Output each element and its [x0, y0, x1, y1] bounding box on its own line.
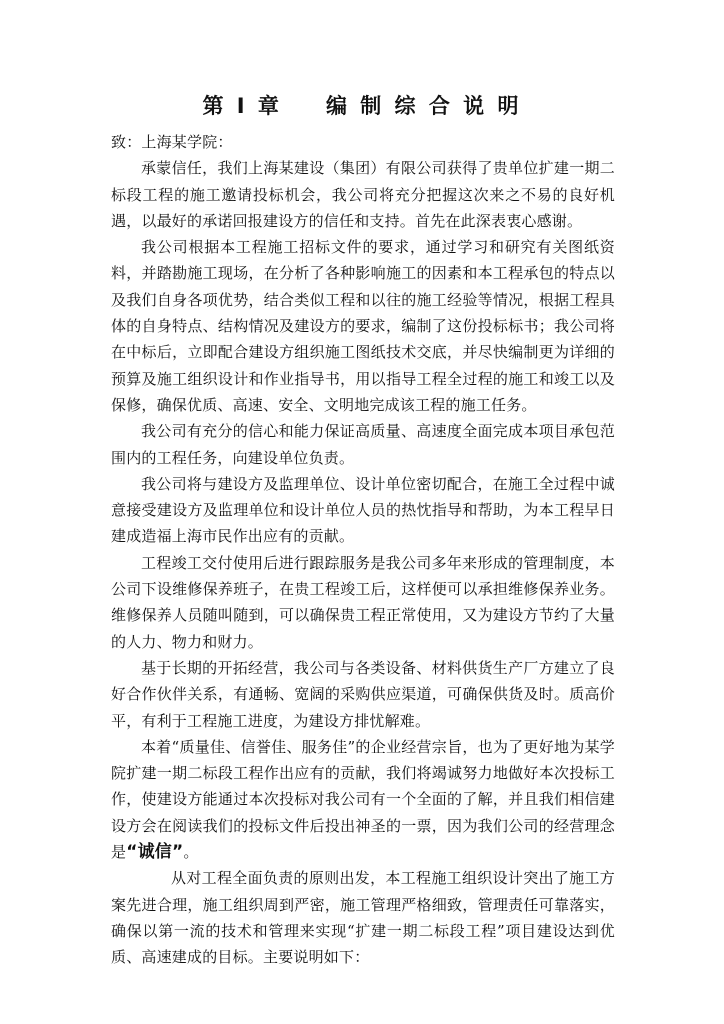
chapter-heading: 编 制 综 合 说 明	[325, 94, 522, 118]
paragraph-7-end: 。	[183, 843, 199, 862]
paragraph-3: 我公司有充分的信心和能力保证高质量、高速度全面完成本项目承包范围内的工程任务，向建设单位负责。	[111, 422, 615, 467]
chapter-title	[0, 90, 724, 120]
chapter-number: 第 I 章	[202, 94, 282, 118]
salutation: 致：上海某学院：	[111, 133, 233, 151]
paragraph-8: 从对工程全面负责的原则出发，本工程施工组织设计突出了施工方案先进合理，施工组织周到严密，施工管理严格细致，管理责任可靠落实，确保以第一流的技术和管理来实现“扩建一期二标段工程”项目建设达到优质、高速建成的目标。主要说明如下：	[111, 869, 615, 967]
paragraph-1: 承蒙信任，我们上海某建设（集团）有限公司获得了贵单位扩建一期二标段工程的施工邀请投标机会，我公司将充分把握这次来之不易的良好机遇，以最好的承诺回报建设方的信任和支持。首先在此深表衷心感谢。	[111, 159, 615, 230]
paragraph-5: 工程竣工交付使用后进行跟踪服务是我公司多年来形成的管理制度，本公司下设维修保养班子，在贵工程竣工后，这样便可以承担维修保养业务。维修保养人员随叫随到，可以确保贵工程正常使用，又为建设方节约了大量的人力、物力和财力。	[111, 553, 615, 651]
paragraph-7-text: 本着“质量佳、信誉佳、服务佳”的企业经营宗旨，也为了更好地为某学院扩建一期二标段工程作出应有的贡献，我们将竭诚努力地做好本次投标工作，使建设方能通过本次投标对我公司有一个全面的了解，并且我们相信建设方会在阅读我们的投标文件后投出神圣的一票，因为我们公司的经营理念是	[111, 737, 615, 862]
paragraph-4: 我公司将与建设方及监理单位、设计单位密切配合，在施工全过程中诚意接受建设方及监理单位和设计单位人员的热忱指导和帮助，为本工程早日建成造福上海市民作出应有的贡献。	[111, 474, 615, 546]
paragraph-7-emphasis: “诚信”	[126, 842, 184, 863]
paragraph-7	[111, 734, 615, 865]
paragraph-2: 我公司根据本工程施工招标文件的要求，通过学习和研究有关图纸资料，并踏勘施工现场，在分析了各种影响施工的因素和本工程承包的特点以及我们自身各项优势，结合类似工程和以往的施工经验等情况，根据工程具体的自身特点、结构情况及建设方的要求，编制了这份投标标书；我公司将在中标后，立即配合建设方组织施工图纸技术交底，并尽快编制更为详细的预算及施工组织设计和作业指导书，用以指导工程全过程的施工和竣工以及保修，确保优质、高速、安全、文明地完成该工程的施工任务。	[111, 238, 615, 414]
document-body	[111, 129, 615, 971]
paragraph-6: 基于长期的开拓经营，我公司与各类设备、材料供货生产厂方建立了良好合作伙伴关系，有通畅、宽阔的采购供应渠道，可确保供货及时。质高价平，有利于工程施工进度，为建设方排忧解难。	[111, 658, 615, 730]
